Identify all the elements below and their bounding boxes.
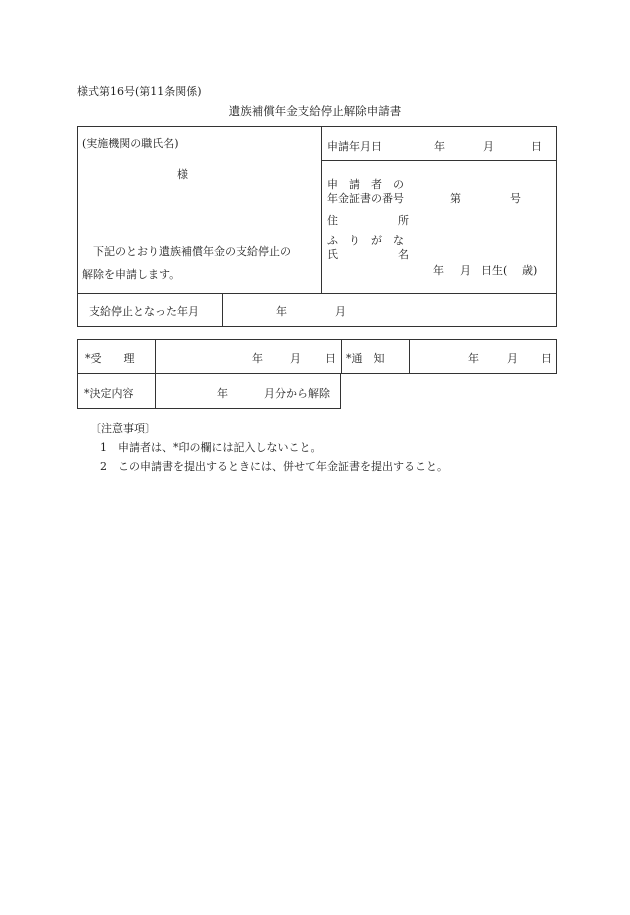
receipt-day: 日 bbox=[325, 352, 336, 365]
pension-number-prefix: 第 bbox=[450, 192, 461, 205]
suspension-month: 月 bbox=[335, 305, 346, 318]
decision-label: *決定内容 bbox=[84, 387, 134, 400]
table-divider bbox=[409, 339, 410, 374]
decision-text: 月分から解除 bbox=[264, 387, 330, 400]
address-label-1: 住 bbox=[327, 214, 338, 227]
notice-day: 日 bbox=[541, 352, 552, 365]
table-divider bbox=[222, 293, 223, 327]
office-use-table bbox=[77, 339, 557, 374]
application-date-month: 月 bbox=[483, 140, 494, 153]
note-item: 2 この申請書を提出するときには、併せて年金証書を提出すること。 bbox=[100, 460, 448, 473]
notice-label: *通 知 bbox=[346, 352, 385, 365]
pension-number-label-1: 申 請 者 の bbox=[327, 178, 404, 191]
furigana-label: ふ り が な bbox=[327, 234, 404, 247]
suspension-label: 支給停止となった年月 bbox=[89, 305, 199, 318]
name-label-2: 名 bbox=[398, 248, 409, 261]
addressee-label: (実施機関の職氏名) bbox=[82, 137, 179, 150]
name-label-1: 氏 bbox=[327, 248, 338, 261]
receipt-label: *受 理 bbox=[85, 352, 135, 365]
suspension-year: 年 bbox=[276, 305, 287, 318]
pension-number-label-2: 年金証書の番号 bbox=[327, 192, 404, 205]
receipt-year: 年 bbox=[252, 352, 263, 365]
birth-year: 年 bbox=[433, 264, 444, 277]
table-divider bbox=[155, 339, 156, 409]
birth-month: 月 bbox=[460, 264, 471, 277]
form-id: 様式第16号(第11条関係) bbox=[77, 85, 202, 98]
receipt-month: 月 bbox=[290, 352, 301, 365]
table-divider bbox=[321, 160, 557, 161]
statement-line-2: 解除を申請します。 bbox=[82, 268, 181, 281]
form-title: 遺族補償年金支給停止解除申請書 bbox=[228, 104, 402, 118]
notice-year: 年 bbox=[468, 352, 479, 365]
honorific: 様 bbox=[177, 168, 188, 181]
pension-number-suffix: 号 bbox=[510, 192, 521, 205]
table-divider bbox=[77, 293, 557, 294]
application-table bbox=[77, 126, 557, 327]
table-divider bbox=[341, 339, 342, 374]
application-date-year: 年 bbox=[434, 140, 445, 153]
table-divider bbox=[321, 126, 322, 294]
address-label-2: 所 bbox=[398, 214, 409, 227]
decision-year: 年 bbox=[217, 387, 228, 400]
statement-line-1: 下記のとおり遺族補償年金の支給停止の bbox=[93, 245, 291, 258]
notes-heading: 〔注意事項〕 bbox=[90, 422, 156, 435]
application-date-label: 申請年月日 bbox=[327, 140, 382, 153]
notice-month: 月 bbox=[507, 352, 518, 365]
note-item: 1 申請者は、*印の欄には記入しないこと。 bbox=[100, 441, 322, 454]
birth-day: 日生( bbox=[481, 264, 508, 277]
birth-age: 歳) bbox=[522, 264, 538, 277]
application-date-day: 日 bbox=[531, 140, 542, 153]
notes-section bbox=[90, 419, 448, 476]
